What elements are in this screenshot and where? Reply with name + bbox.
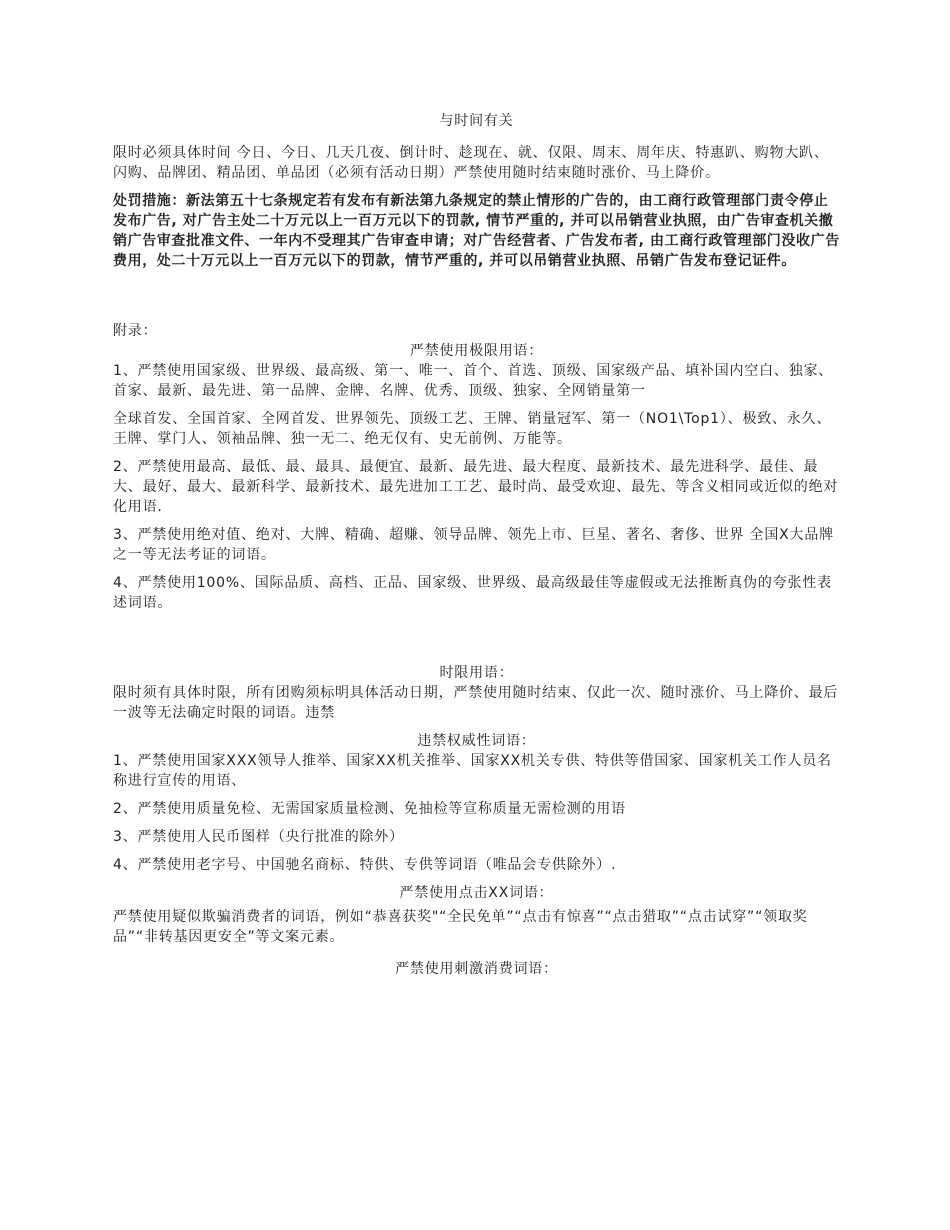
time-body-paragraph: 限时必须具体时间 今日、今日、几天几夜、倒计时、趁现在、就、仅限、周末、周年庆、特惠趴、购物大趴、闪购、品牌团、精品团、单品团（必须有活动日期）严禁使用随时结束随时涨价、马上降价。 <box>113 145 829 181</box>
extreme-item-4: 4、严禁使用100%、国际品质、高档、正品、国家级、世界级、最高级最佳等虚假或无法推断真伪的夸张性表述词语。 <box>113 575 832 611</box>
appendix-label: 附录： <box>113 323 158 339</box>
authority-item-3: 3、严禁使用人民币图样（央行批准的除外） <box>113 829 404 845</box>
authority-heading: 违禁权威性词语： <box>417 733 536 749</box>
penalty-paragraph: 处罚措施：新法第五十七条规定若有发布有新法第九条规定的禁止情形的广告的，由工商行政管理部门责令停止发布广告, 对广告主处二十万元以上一百万元以下的罚款, 情节严重的, 并可以吊销营业执照，由广告审查机关撤销广告审查批准文件、一年内不受理其广告审查申请；对广告经营者、广告发布者, 由工商行政管理部门没收广告费用，处二十万元以上一百万元以下的罚款，情节严重的, 并可以吊销营业执照、吊销广告发布登记证件。 <box>113 193 840 269</box>
extreme-item-1: 1、严禁使用国家级、世界级、最高级、第一、唯一、首个、首选、顶级、国家级产品、填补国内空白、独家、首家、最新、最先进、第一品牌、金牌、名牌、优秀、顶级、独家、全网销量第一 <box>113 363 834 399</box>
click-terms-heading: 严禁使用点击XX词语： <box>399 885 554 901</box>
authority-item-4: 4、严禁使用老字号、中国驰名商标、特供、专供等词语（唯品会专供除外）. <box>113 857 617 873</box>
time-limit-paragraph: 限时须有具体时限，所有团购须标明具体活动日期，严禁使用随时结束、仅此一次、随时涨价、马上降价、最后一波等无法确定时限的词语。违禁 <box>113 685 839 721</box>
time-limit-heading: 时限用语： <box>439 665 514 681</box>
authority-item-1: 1、严禁使用国家XXX领导人推举、国家XX机关推举、国家XX机关专供、特供等借国家、国家机关工作人员名称进行宣传的用语、 <box>113 753 832 789</box>
extreme-item-1-continued: 全球首发、全国首家、全网首发、世界领先、顶级工艺、王牌、销量冠军、第一（NO1\Top1）、极致、永久、王牌、掌门人、领袖品牌、独一无二、绝无仅有、史无前例、万能等。 <box>113 411 832 447</box>
extreme-item-3: 3、严禁使用绝对值、绝对、大牌、精确、超赚、领导品牌、领先上市、巨星、著名、奢侈、世界 全国X大品牌之一等无法考证的词语。 <box>113 527 834 563</box>
document-content <box>113 111 840 979</box>
authority-item-2: 2、严禁使用质量免检、无需国家质量检测、免抽检等宣称质量无需检测的用语 <box>113 801 626 817</box>
stimulate-terms-heading: 严禁使用刺激消费词语： <box>395 961 558 977</box>
click-terms-paragraph: 严禁使用疑似欺骗消费者的词语，例如“恭喜获奖"“全民免单”“点击有惊喜”“点击猎取”“点击试穿”“领取奖品”“非转基因更安全”等文案元素。 <box>113 909 808 945</box>
extreme-item-2: 2、严禁使用最高、最低、最、最具、最便宜、最新、最先进、最大程度、最新技术、最先进科学、最佳、最大、最好、最大、最新科学、最新技术、最先进加工工艺、最时尚、最受欢迎、最先、等含义相同或近似的绝对化用语. <box>113 459 839 515</box>
extreme-terms-heading: 严禁使用极限用语： <box>409 343 544 359</box>
section-heading-time: 与时间有关 <box>439 113 514 129</box>
